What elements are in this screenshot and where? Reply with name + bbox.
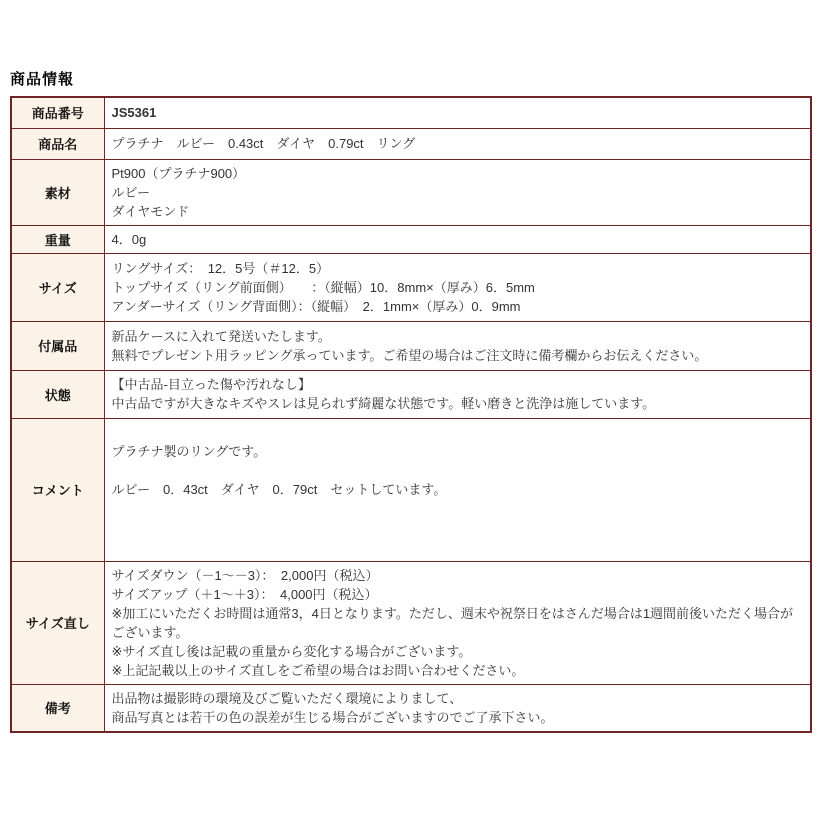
row-value-line: 中古品ですが大きなキズやスレは見られず綺麗な状態です。軽い磨きと洗浄は施しています。 [111,396,656,411]
row-label: サイズ直し [11,561,104,684]
row-label: 付属品 [11,321,104,370]
table-row [11,159,811,225]
row-value-line: リングサイズ： 12．5号（＃12．5） [111,260,330,276]
row-value [104,159,811,225]
row-value-line [112,461,804,480]
row-value-line: JS5361 [111,105,157,121]
row-value-line: プラチナ製のリングです。 [111,444,267,459]
table-row [11,253,811,321]
row-value-line: 出品物は撮影時の環境及びご覧いただく環境によりまして、 [111,690,463,706]
row-value [104,128,811,159]
row-value-line: アンダーサイズ（リング背面側）：（縦幅） 2．1mm×（厚み）0．9mm [111,298,521,314]
table-row [11,225,811,253]
table-row [11,418,811,561]
row-value-line: 新品ケースに入れて発送いたします。 [111,328,331,344]
row-value [104,684,811,732]
row-value-line: プラチナ ルビー 0.43ct ダイヤ 0.79ct リング [111,136,416,151]
row-value-line: トップサイズ（リング前面側） ：（縦幅）10．8mm×（厚み）6．5mm [111,279,535,295]
row-value-line: ※加工にいただくお時間は通常3，4日となります。ただし、週末や祝祭日をはさんだ場合は1週間前後いただく場合がございます。 [111,605,794,640]
table-row [11,97,811,128]
row-value [104,225,811,253]
page-title: 商品情報 [10,71,75,88]
row-value [104,321,811,370]
row-label: 重量 [11,225,104,253]
product-info-table [10,96,812,733]
row-value-line: 【中古品-目立った傷や汚れなし】 [111,377,311,392]
row-value-line: Pt900（プラチナ900） [111,165,246,181]
row-label: 商品番号 [11,97,104,128]
row-label: コメント [11,418,104,561]
row-value-line: ルビー 0．43ct ダイヤ 0．79ct セットしています。 [111,482,447,497]
product-info-table-body [11,97,811,732]
row-value-line [112,499,804,518]
row-value [104,418,811,561]
row-value [104,97,811,128]
table-row [11,321,811,370]
row-value-line: サイズアップ（＋1～＋3）： 4,000円（税込） [111,586,378,602]
row-value-line: ルビー [111,184,150,200]
row-value-line: ダイヤモンド [111,203,190,219]
row-value-line: サイズダウン（－1～－3）： 2,000円（税込） [111,567,379,583]
row-value [104,370,811,418]
row-value [104,253,811,321]
table-row [11,370,811,418]
row-value-line: 商品写真とは若干の色の誤差が生じる場合がございますのでご了承下さい。 [111,709,554,725]
row-value-line: ※上記記載以上のサイズ直しをご希望の場合はお問い合わせください。 [111,662,525,678]
table-row [11,128,811,159]
table-row [11,561,811,684]
row-label: サイズ [11,253,104,321]
row-value-line [112,518,804,537]
row-value-line: ※サイズ直し後は記載の重量から変化する場合がございます。 [111,643,472,659]
row-value-line: 無料でプレゼント用ラッピング承っています。ご希望の場合はご注文時に備考欄からお伝えください。 [111,347,708,363]
table-row [11,684,811,732]
row-value-line: 4．0g [111,231,147,247]
row-label: 備考 [11,684,104,732]
row-value [104,561,811,684]
row-label: 状態 [11,370,104,418]
row-label: 商品名 [11,128,104,159]
row-label: 素材 [11,159,104,225]
